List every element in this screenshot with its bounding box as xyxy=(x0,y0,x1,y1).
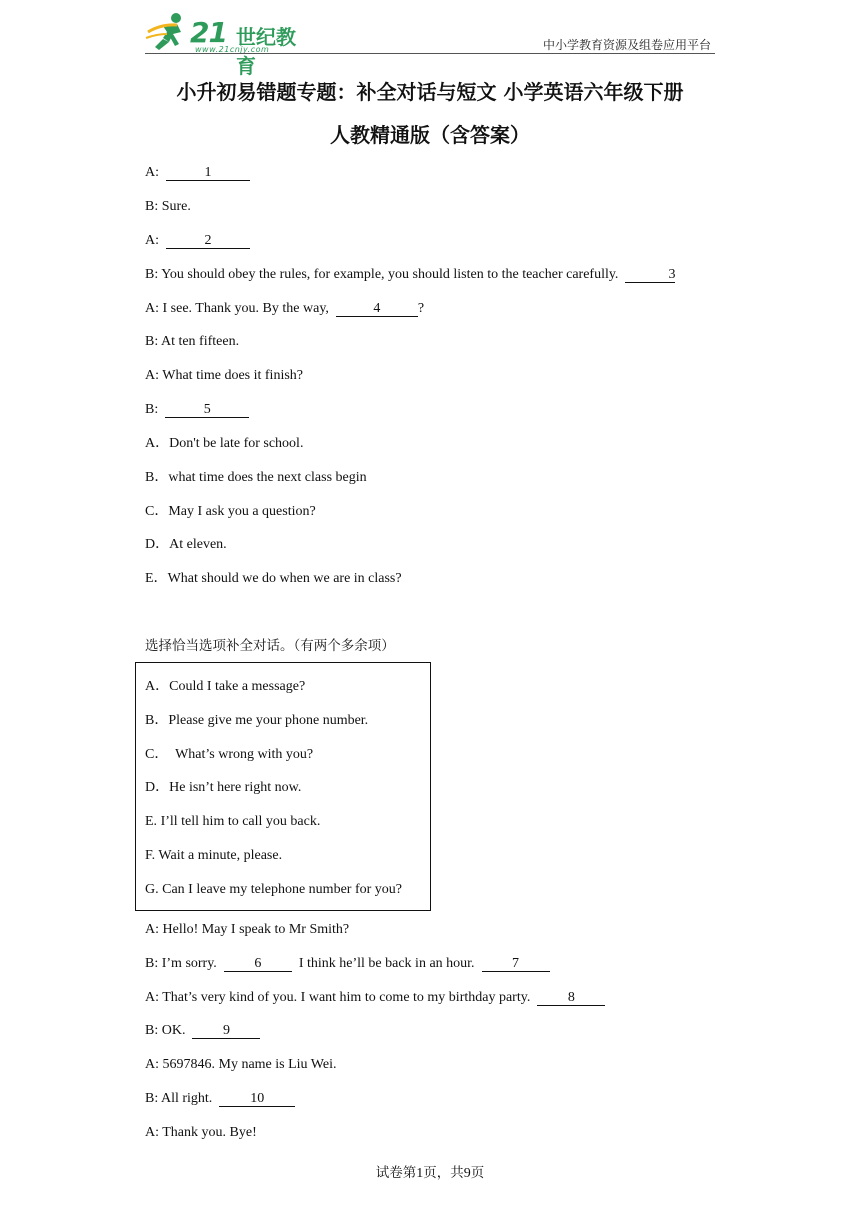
option-text: What’s wrong with you? xyxy=(168,747,314,762)
page-header xyxy=(145,12,715,78)
option-letter: E． xyxy=(145,571,168,586)
option-text: At eleven. xyxy=(169,537,227,552)
option2-f xyxy=(145,847,282,865)
option2-d xyxy=(145,779,301,797)
line-suffix: ? xyxy=(417,301,425,316)
answer-blank-5: 5 xyxy=(165,402,249,418)
dialog1-line-2: B: Sure. xyxy=(145,199,191,214)
option2-b xyxy=(145,712,368,730)
line-prefix: B: All right. xyxy=(145,1091,220,1106)
line-prefix: A: That’s very kind of you. I want him to come to my birthday party. xyxy=(145,990,538,1005)
page-title-line-2: 人教精通版（含答案） xyxy=(330,123,530,147)
header-divider xyxy=(145,53,715,54)
answer-blank-6: 6 xyxy=(224,956,292,972)
dialog1-line-7: A: What time does it finish? xyxy=(145,368,303,383)
line-prefix: B: You should obey the rules, for example, you should listen to the teacher carefully. xyxy=(145,267,626,282)
option1-d xyxy=(145,536,227,554)
dialog2-line-5: A: 5697846. My name is Liu Wei. xyxy=(145,1057,337,1072)
logo xyxy=(145,12,315,78)
dialog1-line-8 xyxy=(145,401,249,419)
option-letter: A． xyxy=(145,679,170,694)
line-prefix: A: I see. Thank you. By the way, xyxy=(145,301,336,316)
answer-blank-2: 2 xyxy=(166,233,250,249)
option2-c xyxy=(145,746,313,764)
option2-g xyxy=(145,881,402,899)
option-text: What should we do when we are in class? xyxy=(167,571,402,586)
logo-text: 世纪教育 xyxy=(236,25,296,78)
footer-total: 9 xyxy=(463,1166,471,1181)
line-prefix: B: xyxy=(145,402,166,417)
option1-a xyxy=(145,435,303,453)
dialog1-line-5 xyxy=(145,300,424,318)
platform-name: 中小学教育资源及组卷应用平台 xyxy=(542,38,711,52)
dialog2-line-6 xyxy=(145,1090,295,1108)
option-letter: A． xyxy=(145,436,170,451)
footer-page: 1 xyxy=(416,1166,424,1181)
dialog1-line-3 xyxy=(145,232,250,250)
page-title-line-1: 小升初易错题专题：补全对话与短文 小学英语六年级下册 xyxy=(176,80,684,104)
answer-blank-1: 1 xyxy=(166,165,250,181)
option-letter: D． xyxy=(145,780,170,795)
dialog2-line-2 xyxy=(145,955,550,973)
line-middle: I think he’ll be back in an hour. xyxy=(291,956,482,971)
option1-b xyxy=(145,469,367,487)
option-letter: C． xyxy=(145,747,169,762)
option-letter: B． xyxy=(145,713,169,728)
option-letter: C． xyxy=(145,504,169,519)
option-text: May I ask you a question? xyxy=(168,504,316,519)
answer-blank-10: 10 xyxy=(219,1091,295,1107)
option-text: Don't be late for school. xyxy=(169,436,304,451)
option-text: Can I leave my telephone number for you? xyxy=(162,882,402,897)
option2-a xyxy=(145,678,305,696)
option-text: Please give me your phone number. xyxy=(168,713,369,728)
line-prefix: B: OK. xyxy=(145,1023,193,1038)
option-text: Wait a minute, please. xyxy=(158,848,283,863)
dialog2-line-4 xyxy=(145,1022,260,1040)
dialog1-line-4 xyxy=(145,266,675,284)
page-footer xyxy=(0,1161,860,1182)
answer-blank-8: 8 xyxy=(537,990,605,1006)
line-prefix: A: xyxy=(145,233,166,248)
footer-middle: 页，共 xyxy=(423,1165,464,1181)
answer-blank-9: 9 xyxy=(192,1023,260,1039)
dialog1-line-1 xyxy=(145,164,250,182)
logo-url: www.21cnjy.com xyxy=(195,45,270,54)
option-letter: F. xyxy=(145,848,159,863)
option-letter: E. xyxy=(145,814,161,829)
option-text: Could I take a message? xyxy=(169,679,306,694)
option2-e xyxy=(145,813,320,831)
line-prefix: B: I’m sorry. xyxy=(145,956,224,971)
runner-logo-icon xyxy=(145,12,191,52)
footer-prefix: 试卷第 xyxy=(375,1165,417,1181)
option-letter: B． xyxy=(145,470,169,485)
option-text: I’ll tell him to call you back. xyxy=(160,814,321,829)
dialog2-line-7: A: Thank you. Bye! xyxy=(145,1125,257,1140)
logo-number: 21 xyxy=(190,16,227,49)
option1-c xyxy=(145,503,316,521)
answer-blank-3: 3 xyxy=(625,267,675,283)
answer-blank-4: 4 xyxy=(336,301,418,317)
line-prefix: A: xyxy=(145,165,166,180)
option-text: what time does the next class begin xyxy=(168,470,367,485)
option-text: He isn’t here right now. xyxy=(169,780,302,795)
section2-instruction: 选择恰当选项补全对话。（有两个多余项） xyxy=(145,638,395,654)
dialog1-line-6: B: At ten fifteen. xyxy=(145,334,240,349)
option1-e xyxy=(145,570,402,588)
answer-blank-7: 7 xyxy=(482,956,550,972)
option-letter: D． xyxy=(145,537,170,552)
option-letter: G. xyxy=(145,882,163,897)
dialog2-line-1: A: Hello! May I speak to Mr Smith? xyxy=(145,922,350,937)
dialog2-line-3 xyxy=(145,989,605,1007)
footer-suffix: 页 xyxy=(470,1165,485,1181)
